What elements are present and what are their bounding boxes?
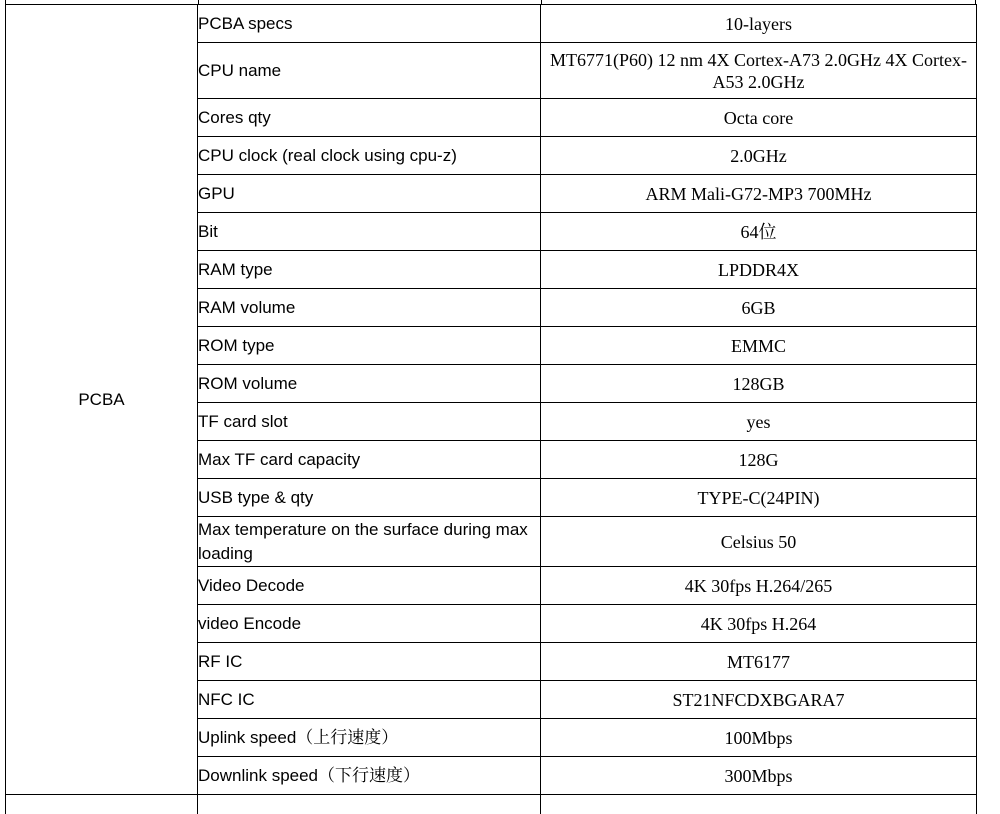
value-cell: 4K 30fps H.264 — [541, 605, 977, 643]
value-cell: 128G — [541, 441, 977, 479]
group-cell-pcba: PCBA — [6, 5, 198, 795]
value-cell: Octa core — [541, 99, 977, 137]
value-cell: 128GB — [541, 365, 977, 403]
value-cell: ST21NFCDXBGARA7 — [541, 681, 977, 719]
pcba-spec-table — [5, 4, 977, 814]
param-cell: RAM type — [198, 251, 541, 289]
value-cell: LPDDR4X — [541, 251, 977, 289]
param-cell: PCBA specs — [198, 5, 541, 43]
value-cell: MT6771(P60) 12 nm 4X Cortex-A73 2.0GHz 4X Cortex-A53 2.0GHz — [541, 43, 977, 99]
value-cell: 300Mbps — [541, 757, 977, 795]
empty-cell — [541, 795, 977, 814]
param-cell: video Encode — [198, 605, 541, 643]
param-cell: Max temperature on the surface during max loading — [198, 517, 541, 567]
param-cell: GPU — [198, 175, 541, 213]
value-cell: yes — [541, 403, 977, 441]
param-cell: TF card slot — [198, 403, 541, 441]
value-cell: Celsius 50 — [541, 517, 977, 567]
empty-cell — [198, 795, 541, 814]
param-cell: USB type & qty — [198, 479, 541, 517]
param-cell: Bit — [198, 213, 541, 251]
value-cell: 64位 — [541, 213, 977, 251]
next-row-edge — [6, 795, 977, 814]
param-cell: Downlink speed（下行速度） — [198, 757, 541, 795]
value-cell: MT6177 — [541, 643, 977, 681]
value-cell: 100Mbps — [541, 719, 977, 757]
param-cell: ROM volume — [198, 365, 541, 403]
param-cell: Uplink speed（上行速度） — [198, 719, 541, 757]
param-cell: NFC IC — [198, 681, 541, 719]
param-cell: ROM type — [198, 327, 541, 365]
param-cell: CPU clock (real clock using cpu-z) — [198, 137, 541, 175]
table-row — [6, 5, 977, 43]
value-cell: 6GB — [541, 289, 977, 327]
value-cell: 4K 30fps H.264/265 — [541, 567, 977, 605]
param-cell: RAM volume — [198, 289, 541, 327]
value-cell: EMMC — [541, 327, 977, 365]
param-cell: Max TF card capacity — [198, 441, 541, 479]
value-cell: 2.0GHz — [541, 137, 977, 175]
value-cell: 10-layers — [541, 5, 977, 43]
value-cell: ARM Mali-G72-MP3 700MHz — [541, 175, 977, 213]
param-cell: Video Decode — [198, 567, 541, 605]
param-cell: RF IC — [198, 643, 541, 681]
param-cell: Cores qty — [198, 99, 541, 137]
value-cell: TYPE-C(24PIN) — [541, 479, 977, 517]
param-cell: CPU name — [198, 43, 541, 99]
empty-cell — [6, 795, 198, 814]
